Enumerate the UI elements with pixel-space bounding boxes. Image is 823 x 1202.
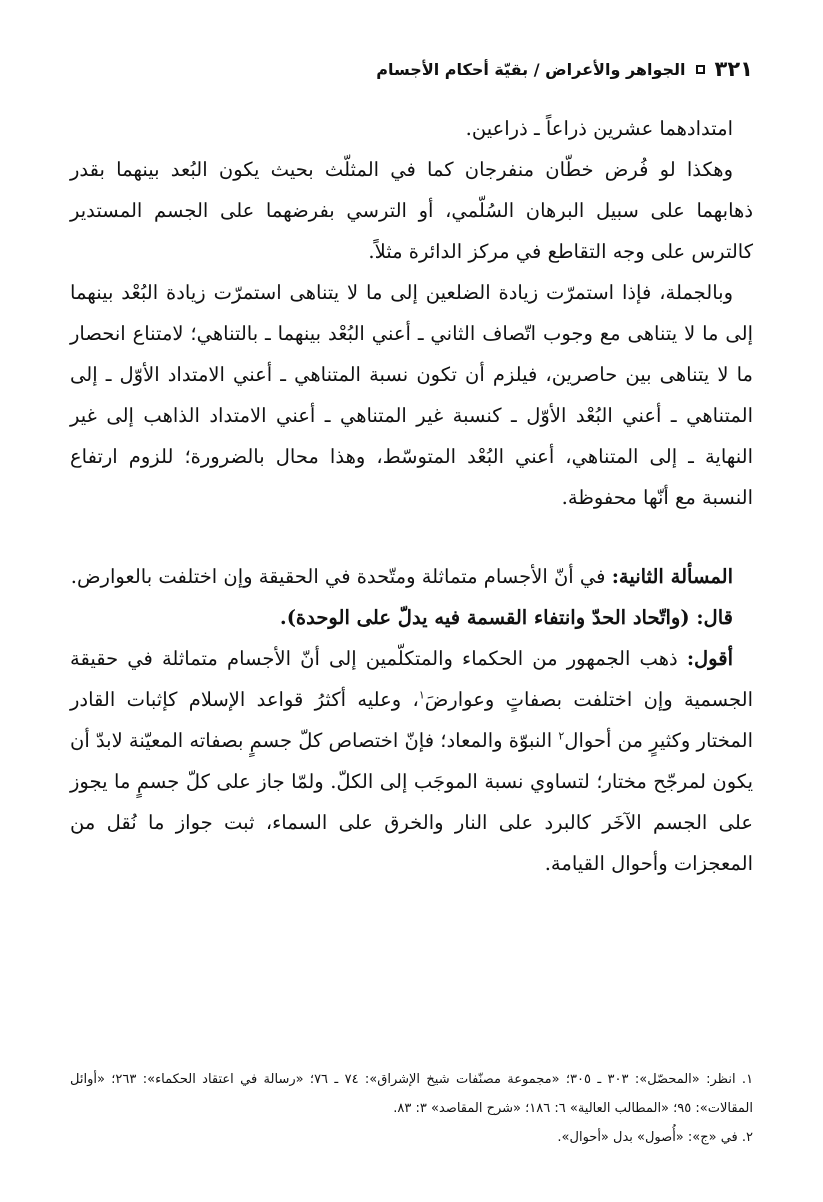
separator-square-icon [696,65,705,74]
aqul-text-part-3: النبوّة والمعاد؛ فإنّ اختصاص كلّ جسمٍ بصفاته المعيّنة لابدّ أن يكون لمرجّح مختار؛ لتساوي نسبة الموجَب إلى الكلّ. ولمّا جاز على كلّ جسمٍ ما يجوز على الجسم الآخَر كالبرد على النار والخرق على السماء، ثبت جواز ما نُقل من المعجزات وأحوال القيامة. [70,729,753,875]
section-heading-text: في أنّ الأجسام متماثلة ومتّحدة في الحقيقة وإن اختلفت بالعوارض. [70,565,612,588]
header-title: الجواهر والأعراض / بقيّة أحكام الأجسام [376,59,686,79]
qal-paragraph [70,597,753,638]
aqul-text-part-2: ، وعليه أكثرُ قواعد الإسلام كإثبات القادر المختار وكثيرٍ من أحوال [70,688,753,752]
aqul-text-part-1: ذهب الجمهور من الحكماء والمتكلّمين إلى أنّ الأجسام متماثلة في حقيقة الجسمية وإن اختلفت بصفاتٍ وعوارضَ [70,647,754,711]
section-spacer [70,518,753,556]
paragraph-1: امتدادهما عشرين ذراعاً ـ ذراعين. [465,117,733,140]
footnotes [70,1065,753,1152]
aqul-label: أقول: [686,647,733,670]
running-header [70,52,753,86]
footnote-ref-2[interactable]: ٢ [558,729,565,743]
aqul-paragraph [70,638,753,884]
footnote-1: ١. انظر: «المحصّل»: ٣٠٣ ـ ٣٠٥؛ «مجموعة مصنّفات شيخ الإشراق»: ٧٤ ـ ٧٦؛ «رسالة في اعتقاد الحكماء»: ٢٦٣؛ «أوائل المقالات»: ٩٥؛ «المطالب العالية» ٦: ١٨٦؛ «شرح المقاصد» ٣: ٨٣. [70,1072,754,1116]
paragraph-2: وهكذا لو فُرض خطّان منفرجان كما في المثلّث بحيث يكون البُعد بينهما بقدر ذهابهما على سبيل البرهان السُلّمي، أو الترسي بفرضهما على الجسم المستدير كالترس على وجه التقاطع في مركز الدائرة مثلاً. [70,158,753,263]
paragraph-3: وبالجملة، فإذا استمرّت زيادة الضلعين إلى ما لا يتناهى استمرّت زيادة البُعْد بينهما إلى ما لا يتناهى مع وجوب اتّصاف الثاني ـ أعني البُعْد بينهما ـ بالتناهي؛ لامتناع انحصار ما لا يتناهى بين حاصرين، فيلزم أن تكون نسبة المتناهي ـ أعني الامتداد الأوّل ـ إلى المتناهي ـ أعني البُعْد الأوّل ـ كنسبة غير المتناهي ـ أعني الامتداد الذاهب إلى غير النهاية ـ إلى المتناهي، أعني البُعْد المتوسّط، وهذا محال بالضرورة؛ للزوم ارتفاع النسبة مع أنّها محفوظة. [70,281,753,509]
footnote-ref-1[interactable]: ١ [418,688,425,702]
qal-text: (واتّحاد الحدّ وانتفاء القسمة فيه يدلّ على الوحدة). [279,606,697,629]
section-heading-label: المسألة الثانية: [611,565,733,588]
main-text [70,108,753,884]
section-heading-paragraph [70,556,753,597]
qal-label: قال: [696,606,733,629]
footnote-2: ٢. في «ج»: «أُصول» بدل «أحوال». [557,1130,753,1145]
page-number: ٣٢١ [714,57,753,81]
